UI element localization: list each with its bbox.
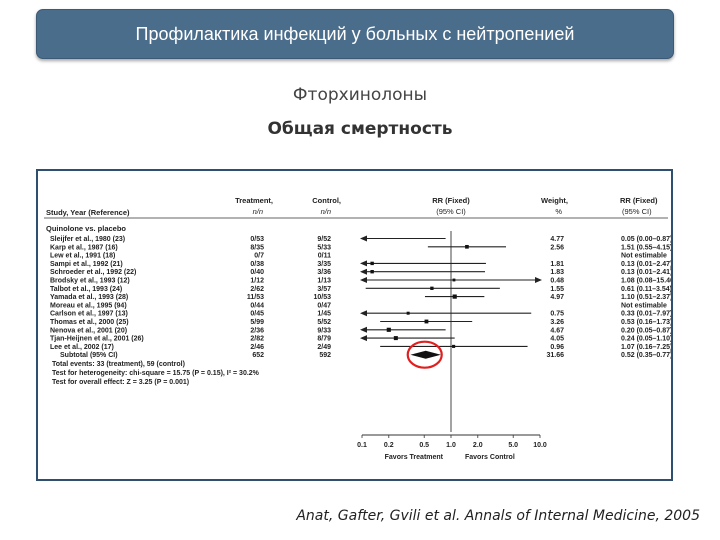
col-header-control-1: Control, xyxy=(312,196,341,205)
study-weight: 1.55 xyxy=(550,285,564,293)
x-tick-label: 1.0 xyxy=(446,442,456,449)
study-name: Sleijfer et al., 1980 (23) xyxy=(50,236,126,243)
page-title: Профилактика инфекций у больных с нейтропенией xyxy=(135,23,575,44)
study-weight: 1.83 xyxy=(550,269,564,277)
study-name: Thomas et al., 2000 (25) xyxy=(50,319,129,326)
study-name: Karp et al., 1987 (16) xyxy=(50,244,118,252)
col-header-weight-1: Weight, xyxy=(541,196,568,205)
ci-left-arrow xyxy=(360,335,367,341)
study-control: 1/45 xyxy=(317,310,331,318)
subtotal-treatment: 652 xyxy=(252,352,264,360)
study-treatment: 2/36 xyxy=(250,327,264,335)
study-weight: 4.77 xyxy=(550,236,564,243)
col-header-control-2: n/n xyxy=(320,207,331,216)
study-rr-text: 0.33 (0.01–7.97) xyxy=(621,310,671,318)
point-estimate xyxy=(425,320,429,324)
study-weight: 2.56 xyxy=(550,244,564,252)
forest-plot xyxy=(38,171,671,479)
point-estimate xyxy=(387,328,391,332)
subtotal-control: 592 xyxy=(319,352,331,360)
study-control: 2/49 xyxy=(317,343,331,351)
point-estimate xyxy=(370,270,373,273)
study-control: 5/33 xyxy=(317,244,331,252)
footnote: Total events: 33 (treatment), 59 (control) xyxy=(52,361,185,369)
study-control: 8/79 xyxy=(317,335,331,343)
point-estimate xyxy=(394,336,398,340)
ci-left-arrow xyxy=(360,327,367,333)
study-rr-text: 1.10 (0.51–2.37) xyxy=(621,294,671,302)
study-control: 0/11 xyxy=(317,252,331,260)
x-label-left: Favors Treatment xyxy=(384,454,443,461)
ci-left-arrow xyxy=(360,277,367,283)
study-name: Schroeder et al., 1992 (22) xyxy=(50,269,137,277)
study-rr-text: 0.61 (0.11–3.54) xyxy=(621,285,671,293)
study-treatment: 0/45 xyxy=(250,310,264,318)
forest-plot-frame xyxy=(36,169,673,481)
study-treatment: 0/38 xyxy=(250,260,264,268)
study-name: Talbot et al., 1993 (24) xyxy=(50,285,123,293)
study-name: Yamada et al., 1993 (28) xyxy=(50,294,129,302)
col-header-rr-text-1: RR (Fixed) xyxy=(620,196,658,205)
footnote: Test for overall effect: Z = 3.25 (P = 0.001) xyxy=(52,379,190,387)
study-control: 3/57 xyxy=(317,285,331,293)
study-weight: 0.96 xyxy=(550,343,564,351)
ci-left-arrow xyxy=(360,260,367,266)
x-tick-label: 10.0 xyxy=(533,442,547,449)
study-treatment: 0/53 xyxy=(250,236,264,243)
x-tick-label: 5.0 xyxy=(508,442,519,449)
study-rr-text: 1.07 (0.16–7.25) xyxy=(621,343,671,351)
point-estimate xyxy=(452,345,455,348)
study-rr-text: Not estimable xyxy=(621,252,667,260)
study-rr-text: 1.08 (0.08–15.46) xyxy=(621,277,671,285)
study-rr-text: Not estimable xyxy=(621,302,667,310)
study-rr-text: 1.51 (0.55–4.15) xyxy=(621,244,671,252)
study-name: Lew et al., 1991 (18) xyxy=(50,252,116,260)
ci-right-arrow xyxy=(535,277,542,283)
study-weight: 4.97 xyxy=(550,294,564,302)
point-estimate xyxy=(453,279,456,282)
ci-left-arrow xyxy=(360,236,367,242)
ci-left-arrow xyxy=(360,269,367,275)
study-weight: 1.81 xyxy=(550,260,564,268)
study-treatment: 2/46 xyxy=(250,343,264,351)
subtitle-outcome: Общая смертность xyxy=(267,119,453,139)
x-tick-label: 0.2 xyxy=(383,442,394,449)
study-weight: 0.48 xyxy=(550,277,564,285)
col-header-rr-text-2: (95% CI) xyxy=(622,207,652,216)
subtotal-weight: 31.66 xyxy=(546,352,564,360)
study-control: 3/35 xyxy=(317,260,331,268)
subtitle-drug-class: Фторхинолоны xyxy=(292,85,428,105)
study-treatment: 5/99 xyxy=(250,319,264,326)
point-estimate xyxy=(370,262,373,265)
subtotal-diamond xyxy=(410,351,440,359)
point-estimate xyxy=(407,312,410,315)
study-weight: 3.26 xyxy=(550,319,564,326)
point-estimate xyxy=(430,287,433,290)
study-control: 9/33 xyxy=(317,327,331,335)
study-name: Nenova et al., 2001 (20) xyxy=(50,327,128,335)
point-estimate xyxy=(453,294,457,298)
x-label-right: Favors Control xyxy=(465,454,515,461)
point-estimate xyxy=(465,245,469,249)
citation: Anat, Gafter, Gvili et al. Annals of Internal Medicine, 2005 xyxy=(296,508,700,524)
study-rr-text: 0.13 (0.01–2.41) xyxy=(621,269,671,277)
col-header-treatment-1: Treatment, xyxy=(235,196,273,205)
study-rr-text: 0.05 (0.00–0.87) xyxy=(621,236,671,243)
ci-left-arrow xyxy=(360,310,367,316)
col-header-weight-2: % xyxy=(555,207,562,216)
study-treatment: 0/7 xyxy=(254,252,264,260)
study-treatment: 2/82 xyxy=(250,335,264,343)
col-header-rr-plot-1: RR (Fixed) xyxy=(432,196,470,205)
col-header-treatment-2: n/n xyxy=(252,207,263,216)
study-treatment: 0/44 xyxy=(250,302,264,310)
study-control: 1/13 xyxy=(317,277,331,285)
study-control: 10/53 xyxy=(313,294,331,302)
study-weight: 4.05 xyxy=(550,335,564,343)
study-name: Sampi et al., 1992 (21) xyxy=(50,260,123,268)
study-rr-text: 0.13 (0.01–2.47) xyxy=(621,260,671,268)
col-header-rr-plot-2: (95% CI) xyxy=(436,207,466,216)
study-control: 5/52 xyxy=(317,319,331,326)
x-tick-label: 0.5 xyxy=(419,442,430,449)
study-name: Lee et al., 2002 (17) xyxy=(50,343,114,351)
study-weight: 4.67 xyxy=(550,327,564,335)
study-name: Tjan-Heijnen et al., 2001 (26) xyxy=(50,335,144,343)
study-name: Moreau et al., 1995 (94) xyxy=(50,302,127,310)
footnote: Test for heterogeneity: chi-square = 15.75 (P = 0.15), I² = 30.2% xyxy=(52,370,259,378)
study-name: Carlson et al., 1997 (13) xyxy=(50,310,128,318)
study-name: Brodsky et al., 1993 (12) xyxy=(50,277,130,285)
group-label: Quinolone vs. placebo xyxy=(46,224,127,233)
subtotal-rr-text: 0.52 (0.35–0.77) xyxy=(621,352,671,360)
study-weight: 0.75 xyxy=(550,310,564,318)
title-banner xyxy=(36,9,674,59)
study-rr-text: 0.53 (0.16–1.73) xyxy=(621,319,671,326)
study-rr-text: 0.24 (0.05–1.10) xyxy=(621,335,671,343)
study-treatment: 8/35 xyxy=(250,244,264,252)
study-treatment: 1/12 xyxy=(250,277,264,285)
subtotal-label: Subtotal (95% CI) xyxy=(60,352,118,360)
x-tick-label: 0.1 xyxy=(357,442,367,449)
study-treatment: 2/62 xyxy=(250,285,264,293)
x-tick-label: 2.0 xyxy=(472,442,483,449)
col-header-study: Study, Year (Reference) xyxy=(46,208,130,217)
study-treatment: 11/53 xyxy=(246,294,264,302)
study-treatment: 0/40 xyxy=(250,269,264,277)
study-rr-text: 0.20 (0.05–0.87) xyxy=(621,327,671,335)
study-control: 3/36 xyxy=(317,269,331,277)
study-control: 9/52 xyxy=(317,236,331,243)
study-control: 0/47 xyxy=(317,302,331,310)
